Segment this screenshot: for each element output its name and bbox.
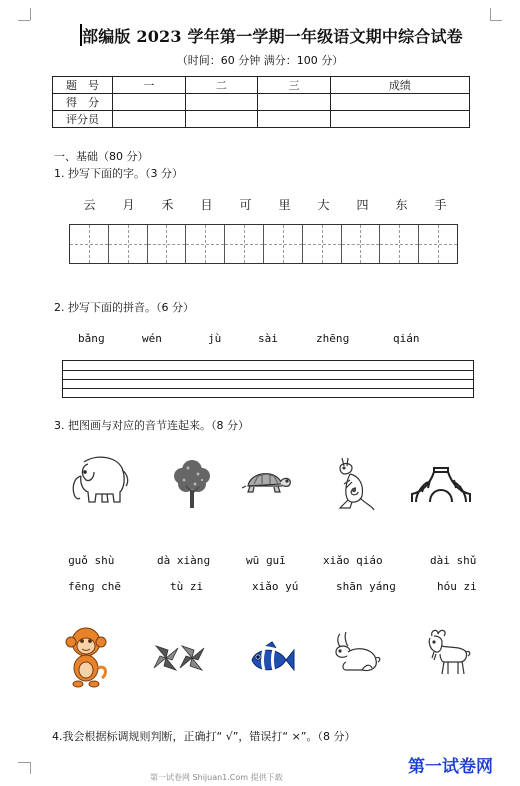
score-cell[interactable] — [113, 94, 186, 111]
character: 手 — [434, 198, 447, 212]
score-cell[interactable] — [330, 94, 469, 111]
score-cell[interactable] — [185, 111, 258, 128]
grid-cell[interactable] — [342, 225, 381, 263]
pinyin: jù — [208, 332, 222, 345]
pinyin-label[interactable]: fēnɡ chē — [68, 580, 121, 593]
crop-mark — [490, 8, 491, 20]
table-header-cell: 三 — [258, 77, 331, 94]
rabbit-icon[interactable] — [332, 630, 382, 674]
tianzige-grid[interactable] — [69, 224, 458, 264]
question-3-label: 3. 把图画与对应的音节连起来。（8 分） — [54, 419, 249, 432]
grid-cell[interactable] — [109, 225, 148, 263]
character: 大 — [317, 198, 330, 212]
grid-cell[interactable] — [70, 225, 109, 263]
crop-mark — [18, 762, 30, 763]
score-cell[interactable] — [185, 94, 258, 111]
score-cell[interactable] — [330, 111, 469, 128]
pinyin: zhēnɡ — [316, 332, 350, 345]
row-label: 得 分 — [53, 94, 113, 111]
footer-text: 第一试卷网 Shijuan1.Com 提供下载 — [150, 773, 283, 782]
crop-mark — [18, 20, 30, 21]
pinyin-label[interactable]: tù zi — [170, 580, 204, 593]
character: 可 — [239, 198, 252, 212]
table-row — [53, 77, 470, 94]
pinyin: bǎnɡ — [78, 332, 105, 345]
score-table — [52, 76, 470, 128]
pinyin-label[interactable]: xiǎo qiáo — [323, 554, 383, 567]
pinyin: wén — [142, 332, 162, 345]
character: 禾 — [161, 198, 174, 212]
table-header-cell: 题 号 — [53, 77, 113, 94]
elephant-icon[interactable] — [66, 452, 132, 506]
pinyin: qián — [393, 332, 420, 345]
character: 东 — [395, 198, 408, 212]
pinyin-label[interactable]: shān yánɡ — [336, 580, 396, 593]
score-cell[interactable] — [258, 94, 331, 111]
crop-mark — [30, 762, 31, 774]
pinyin: sài — [258, 332, 278, 345]
row-label: 评分员 — [53, 111, 113, 128]
table-header-cell: 一 — [113, 77, 186, 94]
pinyin-label[interactable]: dài shǔ — [430, 554, 477, 567]
writing-line — [63, 388, 473, 389]
table-header-cell: 成绩 — [330, 77, 469, 94]
pinwheel-icon[interactable] — [152, 638, 208, 678]
table-header-cell: 二 — [185, 77, 258, 94]
grid-cell[interactable] — [148, 225, 187, 263]
writing-line — [63, 379, 473, 380]
pinyin-label[interactable]: ɡuǒ shù — [68, 554, 115, 567]
crop-mark — [490, 20, 502, 21]
turtle-icon[interactable] — [240, 462, 294, 502]
grid-cell[interactable] — [186, 225, 225, 263]
copy-characters — [70, 196, 460, 213]
character: 云 — [83, 198, 96, 212]
character: 目 — [200, 198, 213, 212]
question-4-label: 4.我会根据标调规则判断，正确打“ √”，错误打“ ×”。（8 分） — [52, 730, 356, 743]
score-cell[interactable] — [258, 111, 331, 128]
bridge-icon[interactable] — [410, 458, 472, 504]
grid-cell[interactable] — [419, 225, 457, 263]
character: 月 — [122, 198, 135, 212]
section-title: 一、基础（80 分） — [54, 150, 149, 163]
pinyin-label[interactable]: hóu zi — [437, 580, 477, 593]
monkey-icon[interactable] — [62, 624, 112, 688]
fish-icon[interactable] — [246, 640, 296, 680]
table-row — [53, 111, 470, 128]
grid-cell[interactable] — [380, 225, 419, 263]
question-1-label: 1. 抄写下面的字。（3 分） — [54, 167, 183, 180]
writing-line — [63, 370, 473, 371]
tree-icon[interactable] — [170, 454, 214, 510]
exam-info: （时间：60 分钟 满分：100 分） — [176, 54, 344, 67]
watermark-logo: 第一试卷网 — [408, 757, 493, 777]
character: 四 — [356, 198, 369, 212]
score-cell[interactable] — [113, 111, 186, 128]
grid-cell[interactable] — [303, 225, 342, 263]
crop-mark — [30, 8, 31, 20]
pinyin-label[interactable]: wū ɡuī — [246, 554, 286, 567]
question-2-label: 2. 抄写下面的拼音。（6 分） — [54, 301, 194, 314]
pinyin-writing-lines[interactable] — [62, 360, 474, 398]
page-title: 部编版 2023 学年第一学期一年级语文期中综合试卷 — [82, 27, 463, 46]
pinyin-label[interactable]: dà xiànɡ — [157, 554, 210, 567]
grid-cell[interactable] — [264, 225, 303, 263]
kangaroo-icon[interactable] — [330, 454, 376, 512]
grid-cell[interactable] — [225, 225, 264, 263]
character: 里 — [278, 198, 291, 212]
table-row — [53, 94, 470, 111]
goat-icon[interactable] — [424, 628, 472, 678]
pinyin-label[interactable]: xiǎo yú — [252, 580, 299, 593]
